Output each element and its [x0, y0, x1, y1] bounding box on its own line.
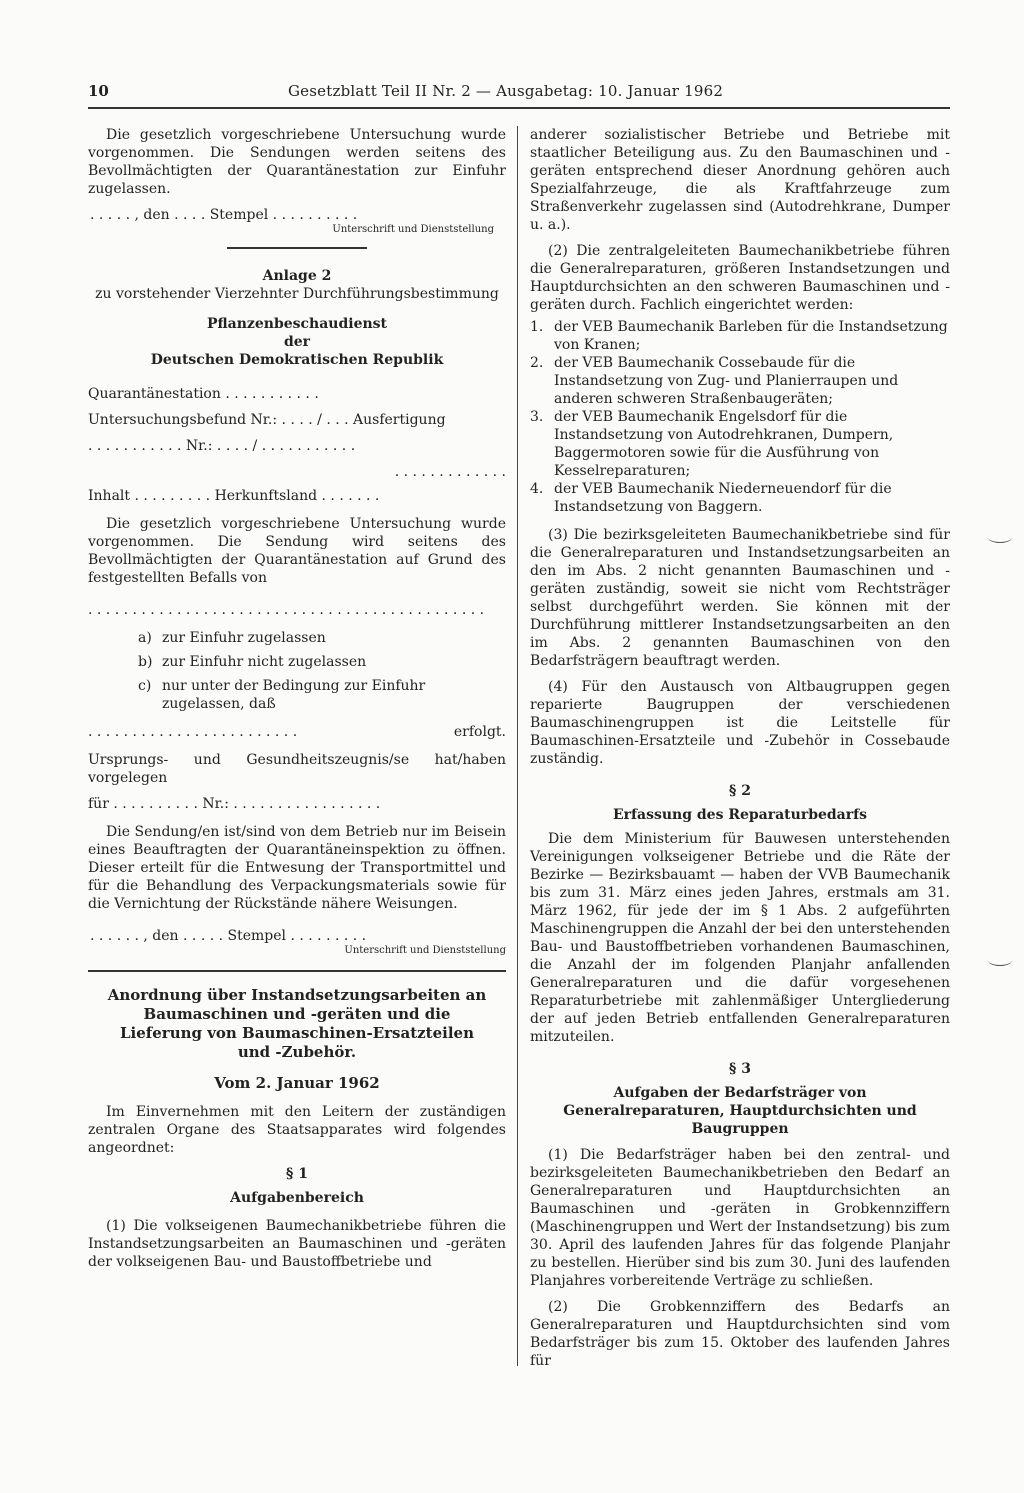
list-item — [530, 408, 950, 480]
left-column — [88, 126, 506, 1279]
befall-paragraph: Die gesetzlich vorgeschriebene Untersuchung wurde vorgenommen. Die Sendung wird seitens des Bevollmächtigten der Quarantänestation auf Grund des festgestellten Befalls von — [88, 516, 506, 586]
signature-caption-2: Unterschrift und Dienststellung — [344, 945, 506, 956]
org-name-line1: Pflanzenbeschaudienst — [206, 316, 388, 332]
form-quarantaene: Quarantänestation . . . . . . . . . . . — [88, 386, 319, 402]
form-befund: Untersuchungsbefund Nr.: . . . . / . . . Ausfertigung — [88, 412, 446, 428]
section-3-abs2: (2) Die Grobkennziffern des Bedarfs an Generalreparaturen und Hauptdurchsichten sind vom Bedarfsträger bis zum 15. Oktober des laufenden Jahres für — [530, 1299, 950, 1369]
einvernehmen-paragraph: Im Einvernehmen mit den Leitern der zuständigen zentralen Organe des Staatsapparates wird folgendes angeordnet: — [88, 1104, 506, 1156]
form-nr: . . . . . . . . . . . Nr.: . . . . / . . . . . . . . . . . — [88, 438, 356, 454]
section-2-number: § 2 — [729, 783, 751, 799]
erfolgt-dots: . . . . . . . . . . . . . . . . . . . . . . . . — [88, 724, 298, 740]
page-header — [88, 82, 950, 106]
anlage-title: Anlage 2 — [262, 268, 332, 284]
list-item-number: 4. — [530, 481, 544, 497]
stamp-line: . . . . . , den . . . . Stempel . . . . . . . . . . — [90, 207, 358, 223]
org-name-line2: der — [283, 334, 311, 350]
list-item — [530, 354, 950, 408]
page-number: 10 — [88, 82, 109, 100]
margin-mark — [988, 955, 1012, 966]
zeugnis-paragraph: Ursprungs- und Gesundheitszeugnis/se hat/haben vorgelegen — [88, 752, 506, 786]
list-item-text: der VEB Baumechanik Barleben für die Instandsetzung von Kranen; — [554, 319, 948, 353]
section-2-text: Die dem Ministerium für Bauwesen unterstehenden Vereinigungen volkseigener Betriebe und die Räte der Bezirke — Bezirksbauamt — haben der VVB Baumechanik bis zum 31. März eines jeden Jahres, erstmals am 31. März 1962, für jede der im § 1 Abs. 2 aufgeführten Maschinengruppen die Anzahl der bei den unterstehenden Bau- und Baustoffbetrieben vorhandenen Baumaschinen, die Anzahl der im folgenden Planjahr anfallenden Generalreparaturen und die dafür vorgesehenen Reparaturbetriebe mit zahlenmäßiger Untergliederung der auf jeden Betrieb entfallenden Generalreparaturen mitzuteilen. — [530, 831, 950, 1045]
option-b-letter: b) — [138, 654, 153, 670]
section-rule — [227, 247, 367, 249]
form-inhalt: Inhalt . . . . . . . . . Herkunftsland . . . . . . . — [88, 488, 380, 504]
intro-paragraph: Die gesetzlich vorgeschriebene Untersuchung wurde vorgenommen. Die Sendungen werden seitens des Bevollmächtigten der Quarantänestation zur Einfuhr zugelassen. — [88, 127, 506, 197]
dots-line: . . . . . . . . . . . . . . . . . . . . . . . . . . . . . . . . . . . . . . . . . . . . . — [88, 602, 485, 618]
option-c-text: nur unter der Bedingung zur Einfuhr zugelassen, daß — [162, 678, 426, 712]
stamp-line-2: . . . . . . , den . . . . . Stempel . . . . . . . . . — [90, 928, 367, 944]
section-1-title: Aufgabenbereich — [230, 1190, 364, 1206]
section-3-abs1: (1) Die Bedarfsträger haben bei den zentral- und bezirksgeleiteten Baumechanikbetrieben den Bedarf an Generalreparaturen und Hauptdurchsichten an Baumaschinen und -geräten in Grobkennziffern (Maschinengruppen und Wert der Instandsetzung) bis zum 30. April des laufenden Jahres für das folgende Planjahr zu bestellen. Hierüber sind bis zum 30. Juni des laufenden Planjahres vorbereitende Verträge zu schließen. — [530, 1147, 950, 1289]
list-item-text: der VEB Baumechanik Cossebaude für die Instandsetzung von Zug- und Planierraupen und anderen schweren Straßenbaugeräten; — [554, 355, 899, 407]
section-1-abs2: (2) Die zentralgeleiteten Baumechanikbetriebe führen die Generalreparaturen, größeren Instandsetzungen und Hauptdurchsichten an den schweren Baumaschinen und -geräten durch. Fachlich eingerichtet werden: — [530, 243, 950, 313]
section-1-abs4: (4) Für den Austausch von Altbaugruppen gegen reparierte Baugruppen der verschiedenen Baumaschinengruppen ist die Leitstelle für Baumaschinen-Ersatzteile und -Zubehör in Cossebaude zuständig. — [530, 679, 950, 767]
anordnung-date: Vom 2. Januar 1962 — [214, 1074, 380, 1092]
section-2-title: Erfassung des Reparaturbedarfs — [612, 807, 868, 823]
list-item-number: 2. — [530, 355, 544, 371]
signature-caption: Unterschrift und Dienststellung — [332, 224, 494, 235]
fuer-line: für . . . . . . . . . . Nr.: . . . . . . . . . . . . . . . . . — [88, 796, 381, 812]
section-1-number: § 1 — [286, 1166, 308, 1182]
section-1-abs1: (1) Die volkseigenen Baumechanikbetriebe führen die Instandsetzungsarbeiten an Baumaschinen und -geräten der volkseigenen Bau- und Baustoffbetriebe und — [88, 1218, 506, 1270]
continued-paragraph: anderer sozialistischer Betriebe und Betriebe mit staatlicher Beteiligung aus. Zu den Baumaschinen und -geräten entsprechend dieser Anordnung gehören auch Spezialfahrzeuge, die als Kraftfahrzeuge zum Straßenverkehr zugelassen sind (Autodrehkrane, Dumper u. a.). — [530, 127, 950, 233]
section-1-abs3: (3) Die bezirksgeleiteten Baumechanikbetriebe sind für die Generalreparaturen und Instandsetzungsarbeiten an den im Abs. 2 nicht genannten Baumaschinen und -geräten zuständig, soweit sie nicht vom Rechtsträger selbst durchgeführt werden. Sie können mit der Durchführung mittlerer Instandsetzungsarbeiten an den im Abs. 2 genannten Baumaschinen von den Bedarfsträgern beauftragt werden. — [530, 527, 950, 669]
margin-mark — [988, 532, 1012, 543]
header-rule — [88, 107, 950, 109]
option-b — [138, 653, 506, 671]
anlage-subtitle: zu vorstehender Vierzehnter Durchführungsbestimmung — [95, 286, 499, 302]
anordnung-title: Anordnung über Instandsetzungsarbeiten an Baumaschinen und -geräten und die Lieferung von Baumaschinen-Ersatzteilen und -Zubehör. — [107, 986, 487, 1061]
org-name-line3: Deutschen Demokratischen Republik — [150, 352, 444, 368]
option-c — [138, 677, 506, 713]
right-column — [530, 126, 950, 1378]
option-b-text: zur Einfuhr nicht zugelassen — [162, 654, 367, 670]
gazette-title: Gesetzblatt Teil II Nr. 2 — Ausgabetag: 10. Januar 1962 — [288, 82, 724, 100]
sendung-paragraph: Die Sendung/en ist/sind von dem Betrieb nur im Beisein eines Beauftragten der Quarantäneinspektion zu öffnen. Dieser erteilt für die Entwesung der Transportmittel und für die Behandlung des Verpackungsmaterials sowie für die Vernichtung der Rückstände nähere Weisungen. — [88, 824, 506, 912]
section-3-number: § 3 — [729, 1061, 751, 1077]
option-a-letter: a) — [138, 630, 152, 646]
form-dots: . . . . . . . . . . . . . — [394, 464, 506, 480]
list-item-text: der VEB Baumechanik Engelsdorf für die Instandsetzung von Autodrehkranen, Dumpern, Baggermotoren sowie für die Ausführung von Kesselreparaturen; — [554, 409, 894, 479]
section-3-title: Aufgaben der Bedarfsträger von Generalreparaturen, Hauptdurchsichten und Baugruppen — [563, 1085, 917, 1137]
erfolgt-row — [88, 723, 506, 741]
option-a-text: zur Einfuhr zugelassen — [162, 630, 326, 646]
column-divider — [517, 126, 518, 1366]
list-item-number: 3. — [530, 409, 544, 425]
section-rule-full — [88, 970, 506, 972]
list-item-text: der VEB Baumechanik Niederneuendorf für die Instandsetzung von Baggern. — [554, 481, 892, 515]
option-c-letter: c) — [138, 678, 152, 694]
list-item — [530, 480, 950, 516]
list-item — [530, 318, 950, 354]
erfolgt-text: erfolgt. — [453, 724, 506, 740]
list-item-number: 1. — [530, 319, 544, 335]
option-a — [138, 629, 506, 647]
